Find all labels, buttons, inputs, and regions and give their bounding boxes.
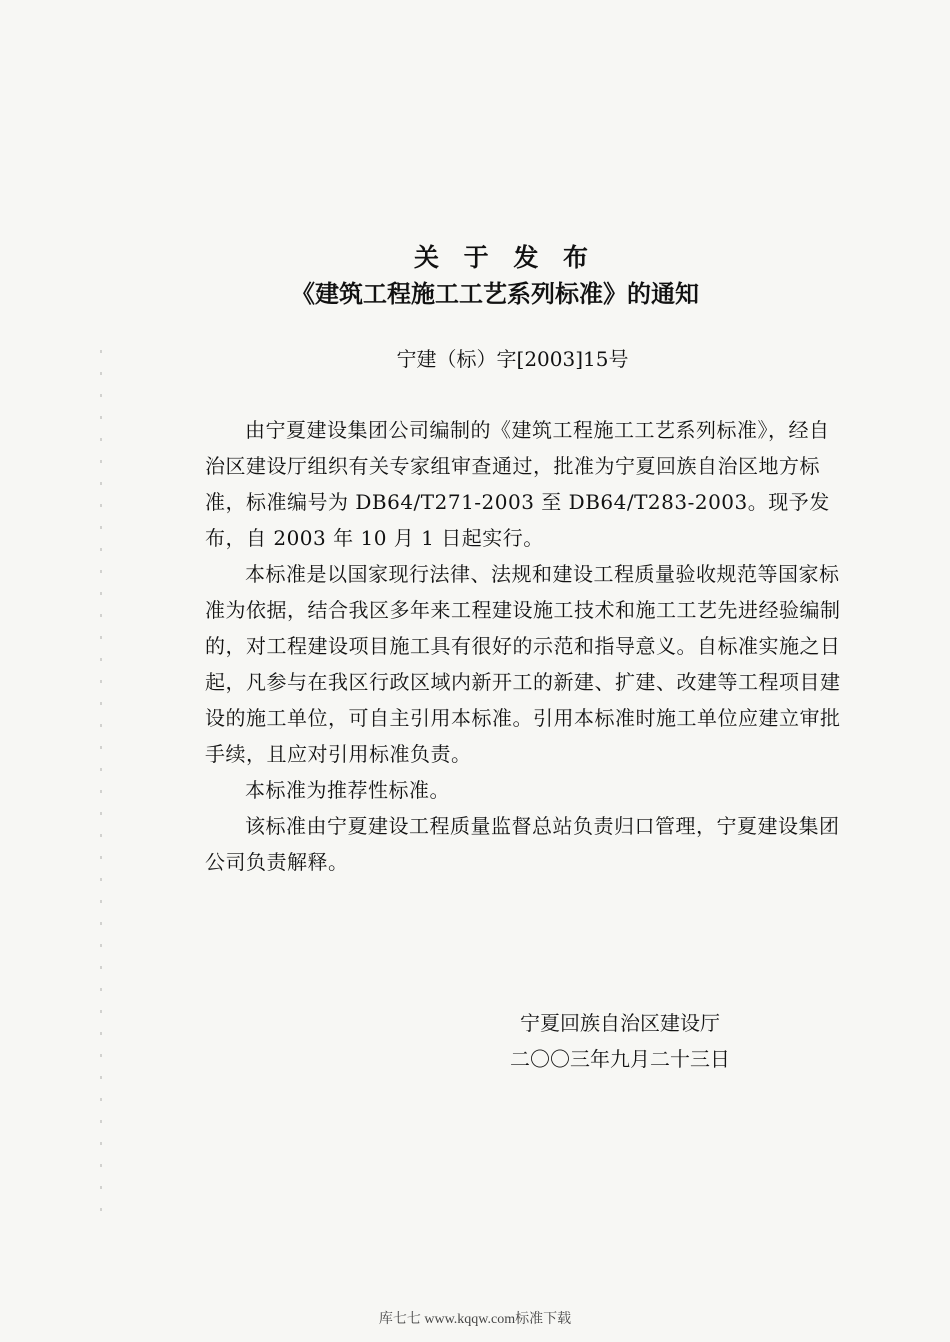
paragraph-3: 本标准为推荐性标准。 <box>245 778 450 802</box>
notice-body <box>205 412 845 880</box>
signature-date: 二〇〇三年九月二十三日 <box>510 1047 730 1071</box>
scan-edge-marks <box>100 350 102 1230</box>
notice-title-line2: 《建筑工程施工工艺系列标准》的通知 <box>291 279 699 308</box>
paragraph-2: 本标准是以国家现行法律、法规和建设工程质量验收规范等国家标准为依据，结合我区多年来工程建设施工技术和施工工艺先进经验编制的，对工程建设项目施工具有很好的示范和指导意义。自标准实施之日起，凡参与在我区行政区域内新开工的新建、扩建、改建等工程项目建设的施工单位，可自主引用本标准。引用本标准时施工单位应建立审批手续，且应对引用标准负责。 <box>205 562 841 766</box>
document-number: 宁建（标）字[2003]15号 <box>396 347 629 371</box>
paragraph-4: 该标准由宁夏建设工程质量监督总站负责归口管理，宁夏建设集团公司负责解释。 <box>205 814 840 874</box>
notice-title-line1: 关 于 发 布 <box>413 243 597 272</box>
footer-watermark: 库七七 www.kqqw.com标准下载 <box>378 1312 572 1327</box>
paragraph-1: 由宁夏建设集团公司编制的《建筑工程施工工艺系列标准》，经自治区建设厅组织有关专家组审查通过，批准为宁夏回族自治区地方标准，标准编号为 DB64/T271-2003 至 DB64/T283-2003。现予发布，自 2003 年 10 月 1 日起实行。 <box>205 418 830 550</box>
signature-block <box>490 1005 750 1077</box>
signature-org: 宁夏回族自治区建设厅 <box>520 1011 720 1035</box>
